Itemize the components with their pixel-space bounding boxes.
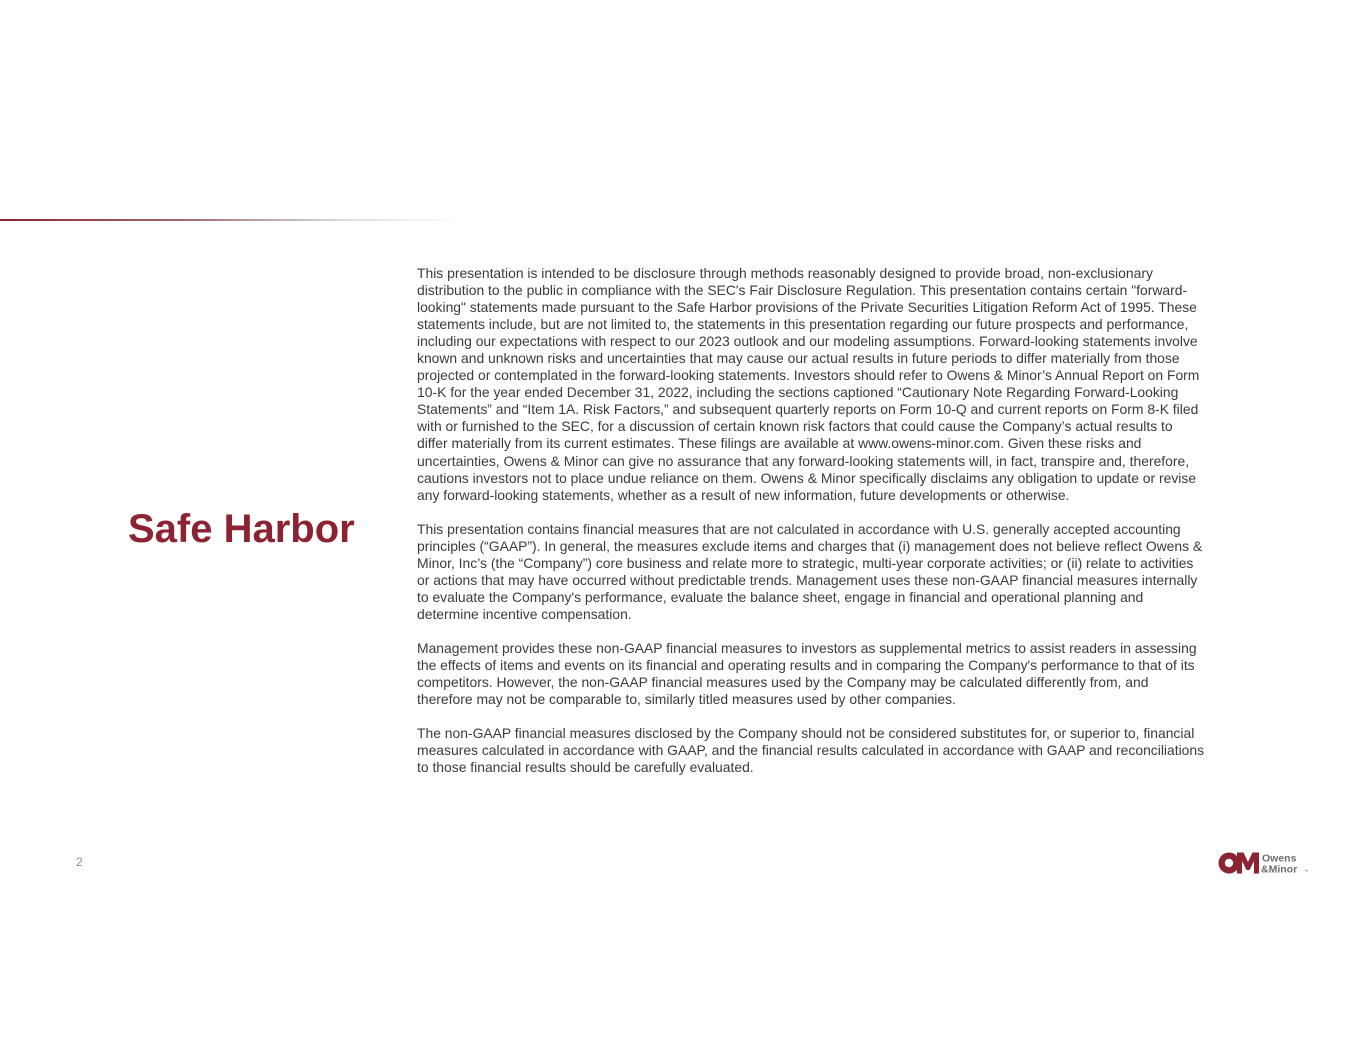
disclaimer-body — [417, 265, 1207, 776]
header-divider-rule — [0, 219, 460, 221]
disclaimer-paragraph-non-gaap-caution: The non-GAAP financial measures disclosed by the Company should not be considered substitutes for, or superior to, financial measures calculated in accordance with GAAP, and the financial results calculated in accordance with GAAP and reconciliations to those financial results should be carefully evaluated. — [417, 725, 1205, 776]
disclaimer-paragraph-forward-looking: This presentation is intended to be disclosure through methods reasonably designed to provide broad, non-exclusionary distribution to the public in compliance with the SEC's Fair Disclosure Regulation. This presentation contains certain "forward-looking" statements made pursuant to the Safe Harbor provisions of the Private Securities Litigation Reform Act of 1995. These statements include, but are not limited to, the statements in this presentation regarding our future prospects and performance, including our expectations with respect to our 2023 outlook and our modeling assumptions. Forward-looking statements involve known and unknown risks and uncertainties that may cause our actual results in future periods to differ materially from those projected or contemplated in the forward-looking statements. Investors should refer to Owens & Minor’s Annual Report on Form 10-K for the year ended December 31, 2022, including the sections captioned “Cautionary Note Regarding Forward-Looking Statements” and “Item 1A. Risk Factors,” and subsequent quarterly reports on Form 10-Q and current reports on Form 8-K filed with or furnished to the SEC, for a discussion of certain known risk factors that could cause the Company’s actual results to differ materially from its current estimates. These filings are available at www.owens-minor.com. Given these risks and uncertainties, Owens & Minor can give no assurance that any forward-looking statements will, in fact, transpire and, therefore, cautions investors not to place undue reliance on them. Owens & Minor specifically disclaims any obligation to update or revise any forward-looking statements, whether as a result of new information, future developments or otherwise. — [417, 265, 1200, 503]
disclaimer-paragraph-non-gaap-definition: This presentation contains financial measures that are not calculated in accordance with U.S. generally accepted accounting principles (“GAAP”). In general, the measures exclude items and charges that (i) management does not believe reflect Owens & Minor, Inc’s (the “Company”) core business and relate more to strategic, multi-year corporate activities; or (ii) relate to activities or actions that may have occurred without predictable trends. Management uses these non-GAAP financial measures internally to evaluate the Company's performance, evaluate the balance sheet, engage in financial and operational planning and determine incentive compensation. — [417, 520, 1203, 622]
logo-trademark: ™ — [1304, 868, 1308, 874]
logo-word-owens: Owens — [1262, 852, 1297, 865]
page-number: 2 — [76, 855, 83, 869]
disclaimer-paragraph-non-gaap-purpose: Management provides these non-GAAP financial measures to investors as supplemental metrics to assist readers in assessing the effects of items and events on its financial and operating results and in comparing the Company's performance to that of its competitors. However, the non-GAAP financial measures used by the Company may be calculated differently from, and therefore may not be comparable to, similarly titled measures used by other companies. — [417, 640, 1197, 708]
owens-minor-logo — [1218, 851, 1310, 875]
slide-title: Safe Harbor — [128, 507, 355, 551]
logo-word-minor: &Minor — [1261, 863, 1298, 875]
